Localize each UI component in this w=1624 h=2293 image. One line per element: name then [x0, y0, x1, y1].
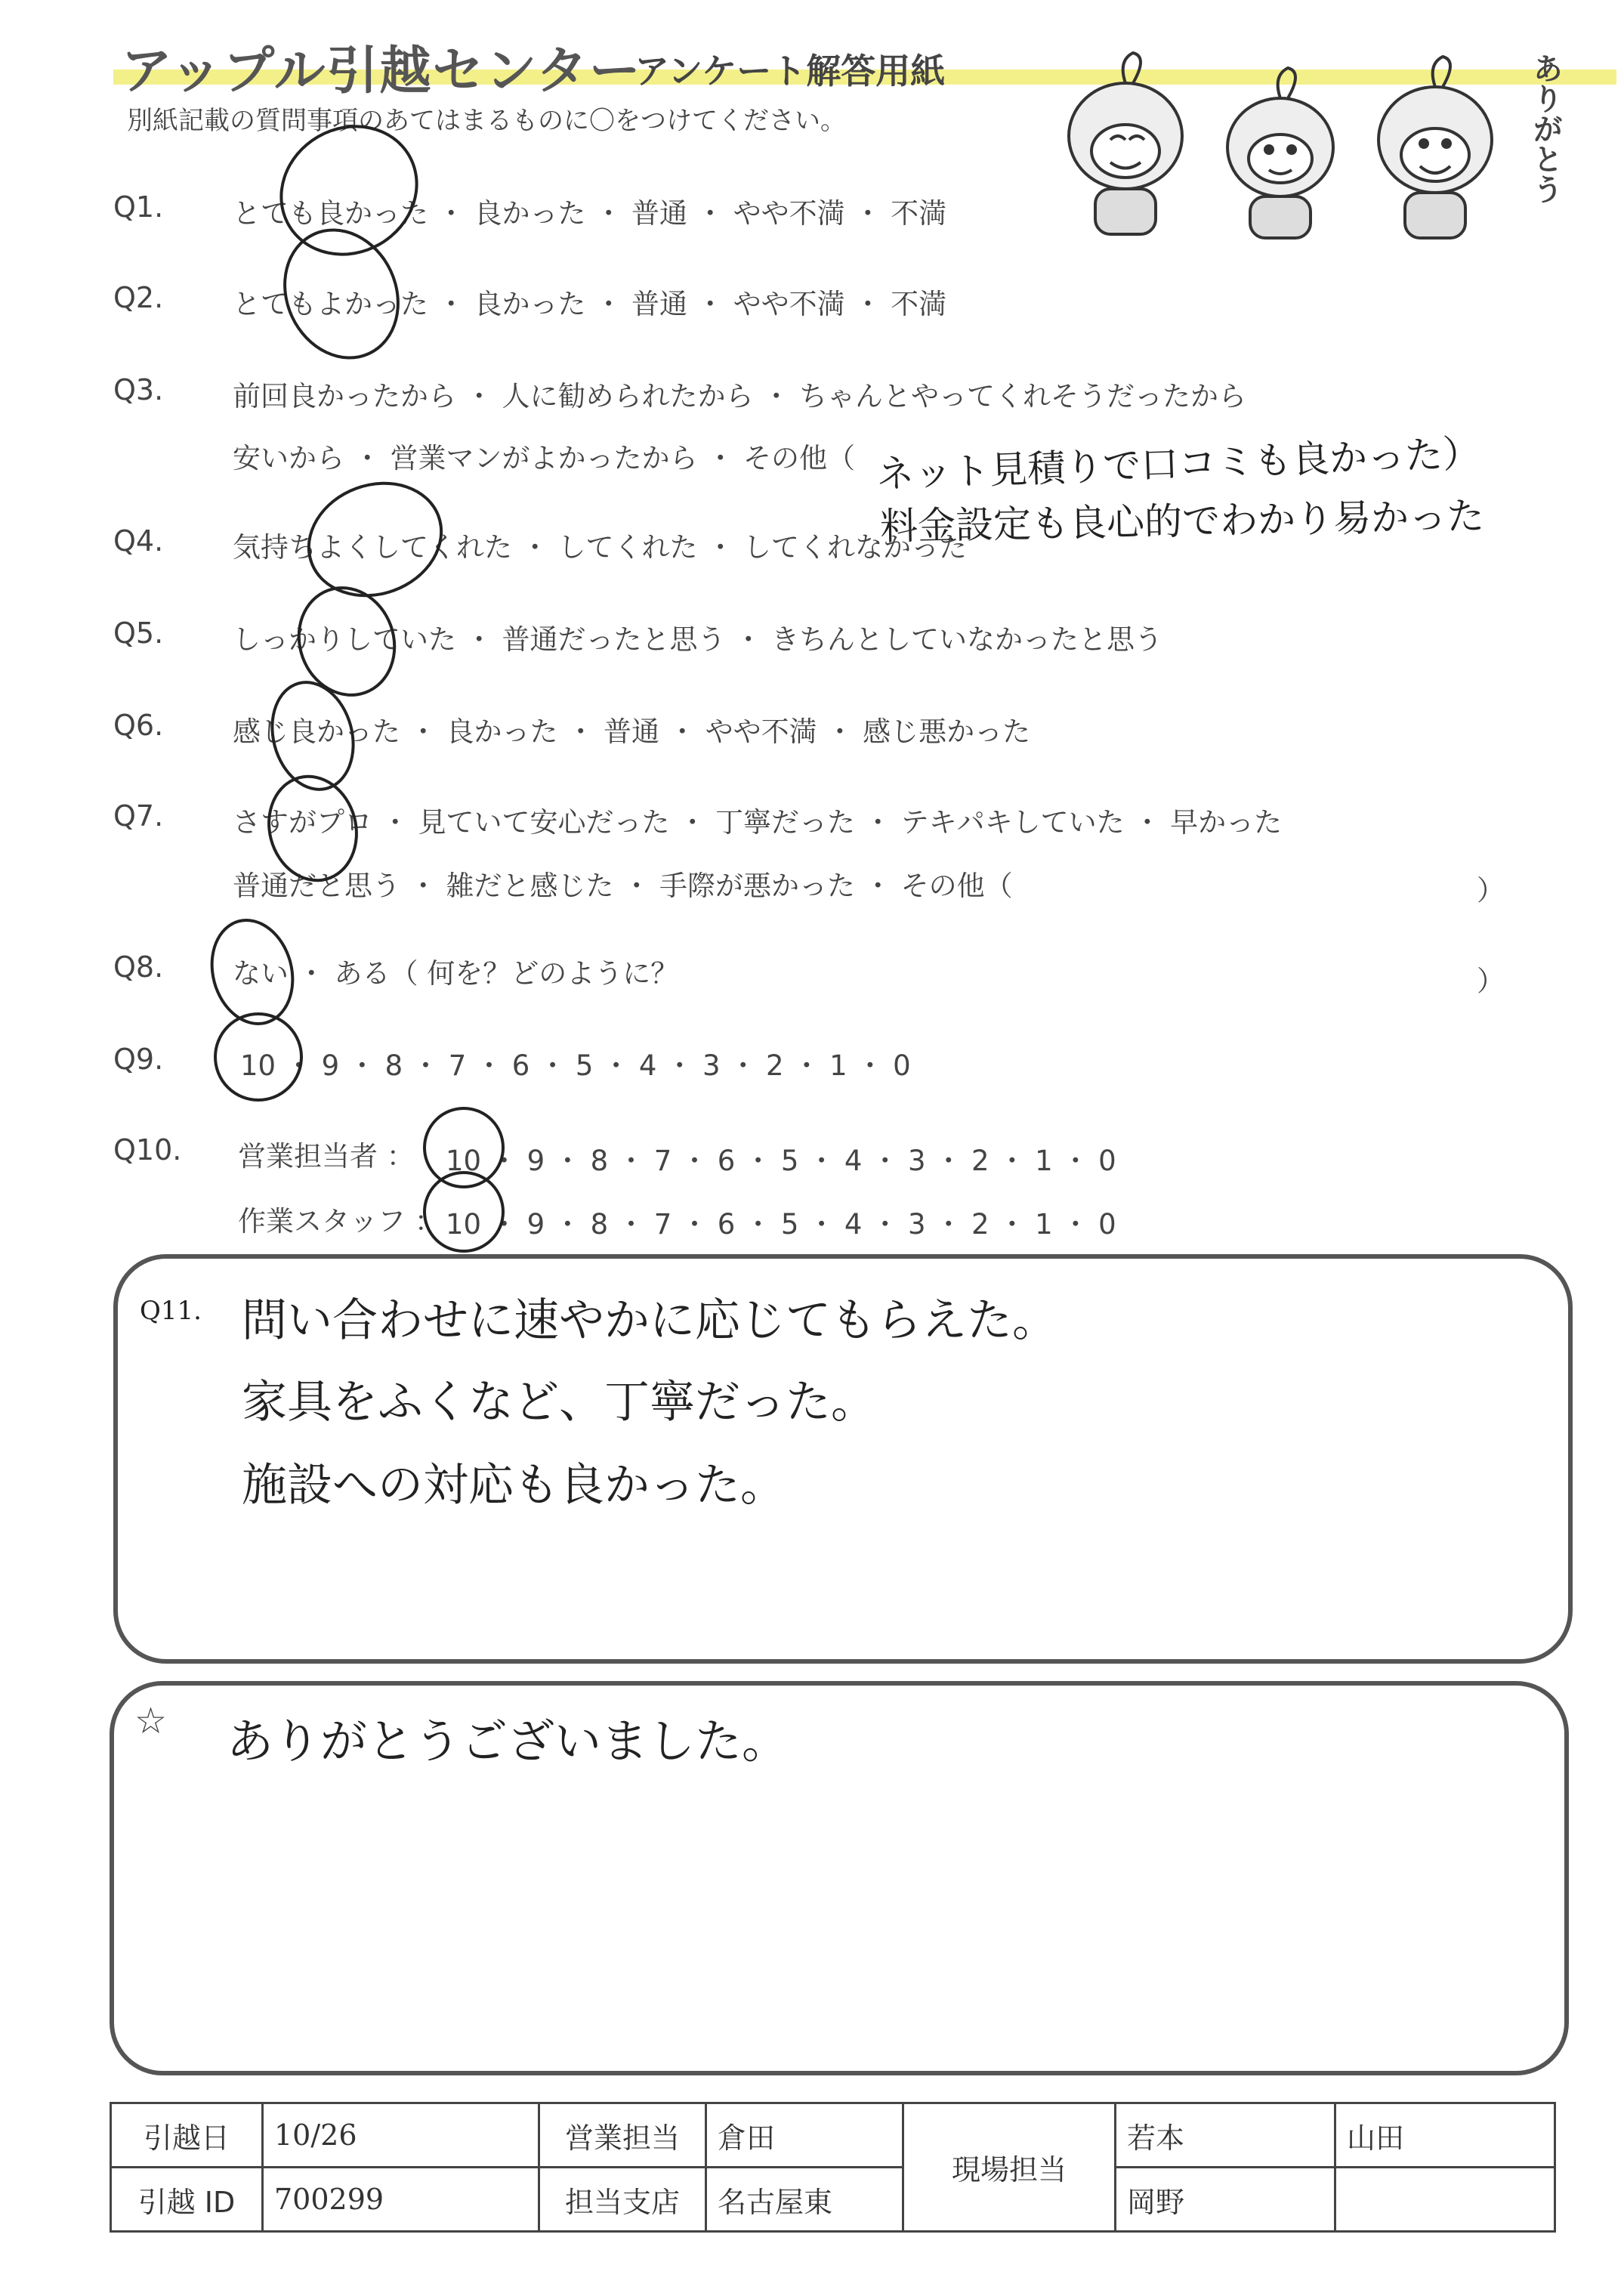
q11-label: Q11. — [140, 1296, 202, 1326]
q5-options: しっかりしていた ・ 普通だったと思う ・ きちんとしていなかったと思う — [233, 623, 1163, 656]
q7-number: Q7. — [113, 799, 164, 833]
mascot-illustration — [1042, 45, 1526, 242]
q3-options-line2: 安いから ・ 営業マンがよかったから ・ その他（ — [233, 442, 856, 474]
q11-line-3: 施設への対応も良かった。 — [242, 1459, 786, 1512]
q4-options: 気持ちよくしてくれた ・ してくれた ・ してくれなかった — [233, 531, 968, 564]
sales-label: 営業担当 — [539, 2103, 706, 2168]
form-subtitle: アンケート解答用紙 — [634, 51, 946, 91]
q2-number: Q2. — [113, 281, 164, 314]
q1-options: とても良かった ・ 良かった ・ 普通 ・ やや不満 ・ 不満 — [233, 197, 947, 230]
q7-close-paren: ） — [1477, 874, 1505, 907]
q3-other-handwritten-1: ネット見積りで口コミも良かった） — [875, 431, 1481, 496]
monkey-icon — [1069, 53, 1182, 234]
q1-number: Q1. — [113, 190, 164, 224]
q8-close-paren: ） — [1477, 965, 1505, 997]
q3-other-handwritten-2: 料金設定も良心的でわかり易かった — [879, 494, 1485, 549]
site-staff-3: 岡野 — [1116, 2168, 1335, 2232]
answer-circle — [291, 463, 459, 616]
q3-number: Q3. — [113, 373, 164, 406]
sales-value: 倉田 — [706, 2103, 903, 2168]
brand-title: アップル引越センター — [121, 42, 642, 101]
q10-sales-label: 営業担当者 ： — [238, 1140, 415, 1173]
move-date-label: 引越日 — [111, 2103, 263, 2168]
answer-circle — [262, 209, 420, 379]
site-staff-label: 現場担当 — [903, 2103, 1116, 2232]
instruction-text: 別紙記載の質問事項のあてはまるものに〇をつけてください。 — [127, 106, 846, 136]
q11-line-1: 問い合わせに速やかに応じてもらえた。 — [242, 1294, 1057, 1347]
star-icon: ☆ — [134, 1700, 168, 1742]
q7-options-line2: 普通だと思う ・ 雑だと感じた ・ 手際が悪かった ・ その他（ — [233, 870, 1013, 902]
q11-line-2: 家具をふくなど、丁寧だった。 — [242, 1376, 876, 1429]
q5-number: Q5. — [113, 617, 164, 650]
q9-scale: 10 ・ 9 ・ 8 ・ 7 ・ 6 ・ 5 ・ 4 ・ 3 ・ 2 ・ 1 ・ 0 — [240, 1049, 911, 1082]
q8-options: ない ・ ある（ 何を？どのように？ — [233, 957, 679, 990]
q7-options-line1: さすがプロ ・ 見ていて安心だった ・ 丁寧だった ・ テキパキしていた ・ 早かった — [233, 806, 1283, 839]
move-date-value: 10/26 — [263, 2103, 539, 2168]
q6-number: Q6. — [113, 709, 164, 742]
move-info-table — [110, 2102, 1556, 2233]
branch-value: 名古屋東 — [706, 2168, 903, 2232]
q8-number: Q8. — [113, 950, 164, 984]
q9-number: Q9. — [113, 1043, 164, 1076]
q6-options: 感じ良かった ・ 良かった ・ 普通 ・ やや不満 ・ 感じ悪かった — [233, 715, 1031, 748]
move-id-value: 700299 — [263, 2168, 539, 2232]
site-staff-1: 若本 — [1116, 2103, 1335, 2168]
q10-staff-scale: 10 ・ 9 ・ 8 ・ 7 ・ 6 ・ 5 ・ 4 ・ 3 ・ 2 ・ 1 ・ 0 — [446, 1208, 1116, 1241]
monkey-icon — [1227, 68, 1333, 238]
site-staff-4 — [1335, 2168, 1555, 2232]
site-staff-2: 山田 — [1335, 2103, 1555, 2168]
branch-label: 担当支店 — [539, 2168, 706, 2232]
q10-staff-label: 作業スタッフ ： — [238, 1205, 443, 1238]
answer-circle — [214, 1012, 303, 1102]
thanks-vertical-text: ありがとう — [1528, 53, 1563, 204]
monkey-icon — [1379, 57, 1492, 238]
q2-options: とてもよかった ・ 良かった ・ 普通 ・ やや不満 ・ 不満 — [233, 288, 947, 320]
answer-circle — [423, 1171, 505, 1253]
move-id-label: 引越 ID — [111, 2168, 263, 2232]
free-comment-text: ありがとうございました。 — [227, 1714, 789, 1769]
q10-number: Q10. — [113, 1133, 182, 1167]
q4-number: Q4. — [113, 524, 164, 558]
q3-options-line1: 前回良かったから ・ 人に勧められたから ・ ちゃんとやってくれそうだったから — [233, 380, 1247, 413]
q10-sales-scale: 10 ・ 9 ・ 8 ・ 7 ・ 6 ・ 5 ・ 4 ・ 3 ・ 2 ・ 1 ・ 0 — [446, 1145, 1116, 1177]
